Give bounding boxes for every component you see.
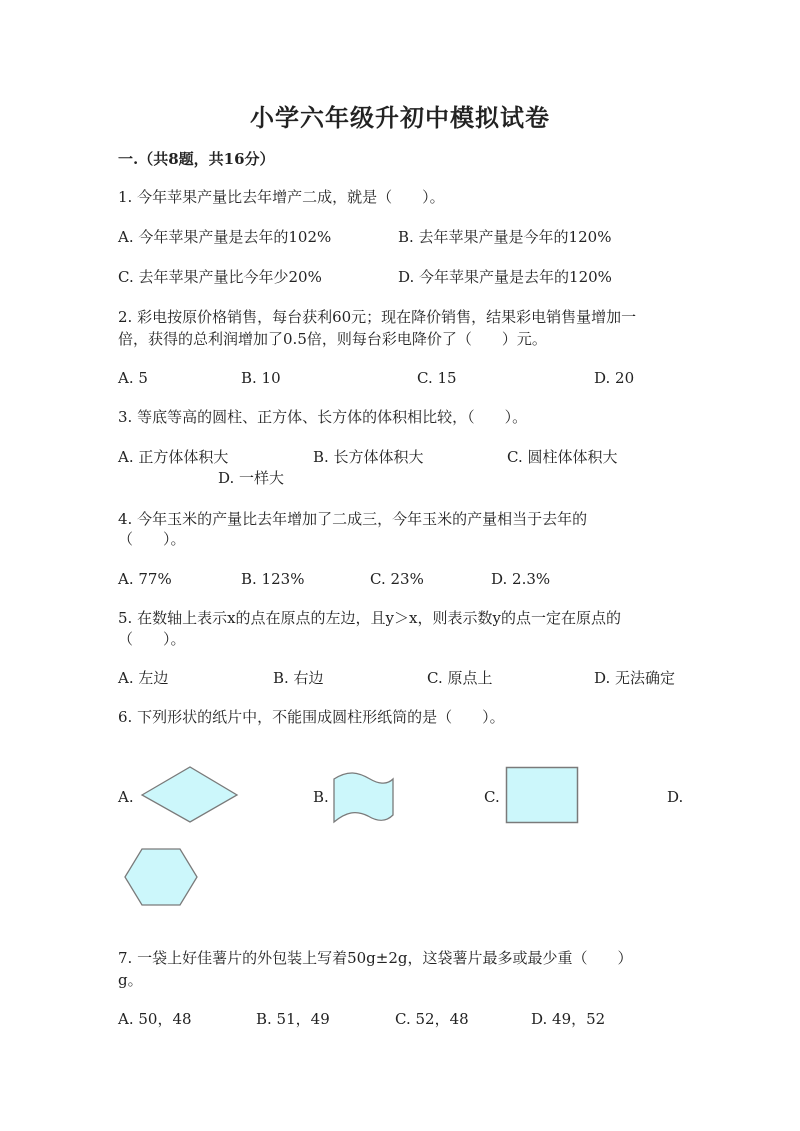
q4-option-a: A. 77% — [118, 570, 172, 588]
page-title: 小学六年级升初中模拟试卷 — [250, 103, 550, 132]
question-2-text-line-1: 2. 彩电按原价格销售，每台获利60元；现在降价销售，结果彩电销售量增加一 — [118, 308, 637, 326]
question-5-text-line-2: （ ）。 — [118, 630, 186, 648]
q7-option-b: B. 51，49 — [256, 1010, 330, 1028]
q6-option-b: B. — [313, 788, 329, 806]
q4-option-c: C. 23% — [370, 570, 424, 588]
question-7-text-line-1: 7. 一袋上好佳薯片的外包装上写着50g±2g，这袋薯片最多或最少重（ ） — [118, 949, 633, 967]
q7-option-d: D. 49，52 — [531, 1010, 606, 1028]
q1-option-d: D. 今年苹果产量是去年的120% — [398, 268, 612, 286]
q5-option-b: B. 右边 — [273, 669, 324, 687]
q3-option-a: A. 正方体体积大 — [118, 448, 229, 466]
q7-option-c: C. 52，48 — [395, 1010, 469, 1028]
q4-option-b: B. 123% — [241, 570, 305, 588]
q2-option-d: D. 20 — [594, 369, 635, 387]
question-7-text-line-2: g。 — [118, 971, 143, 989]
q1-option-a: A. 今年苹果产量是去年的102% — [118, 228, 332, 246]
q3-option-b: B. 长方体体积大 — [313, 448, 424, 466]
question-5-text-line-1: 5. 在数轴上表示x的点在原点的左边，且y＞x，则表示数y的点一定在原点的 — [118, 609, 621, 627]
q4-option-d: D. 2.3% — [491, 570, 551, 588]
q3-option-c: C. 圆柱体体积大 — [507, 448, 618, 466]
question-4-text-line-2: （ ）。 — [118, 530, 186, 548]
q2-option-c: C. 15 — [417, 369, 457, 387]
wavy-rectangle-shape — [330, 770, 396, 826]
q5-option-a: A. 左边 — [118, 669, 169, 687]
q3-option-d: D. 一样大 — [218, 469, 285, 487]
question-1-text: 1. 今年苹果产量比去年增产二成，就是（ ）。 — [118, 188, 445, 206]
q5-option-c: C. 原点上 — [427, 669, 493, 687]
rhombus-shape — [140, 765, 240, 825]
hexagon-shape — [123, 847, 199, 907]
question-2-text-line-2: 倍，获得的总利润增加了0.5倍，则每台彩电降价了（ ）元。 — [118, 330, 547, 348]
rectangle-shape — [505, 766, 579, 824]
q2-option-b: B. 10 — [241, 369, 281, 387]
question-4-text-line-1: 4. 今年玉米的产量比去年增加了二成三，今年玉米的产量相当于去年的 — [118, 510, 588, 528]
q6-option-a: A. — [118, 788, 134, 806]
q1-option-b: B. 去年苹果产量是今年的120% — [398, 228, 612, 246]
section-heading: 一.（共8题，共16分） — [118, 150, 275, 168]
q6-option-d: D. — [667, 788, 684, 806]
q5-option-d: D. 无法确定 — [594, 669, 676, 687]
q2-option-a: A. 5 — [118, 369, 148, 387]
q6-option-c: C. — [484, 788, 500, 806]
question-3-text: 3. 等底等高的圆柱、正方体、长方体的体积相比较，（ ）。 — [118, 408, 528, 426]
q7-option-a: A. 50，48 — [118, 1010, 192, 1028]
question-6-text: 6. 下列形状的纸片中，不能围成圆柱形纸筒的是（ ）。 — [118, 708, 505, 726]
q1-option-c: C. 去年苹果产量比今年少20% — [118, 268, 322, 286]
